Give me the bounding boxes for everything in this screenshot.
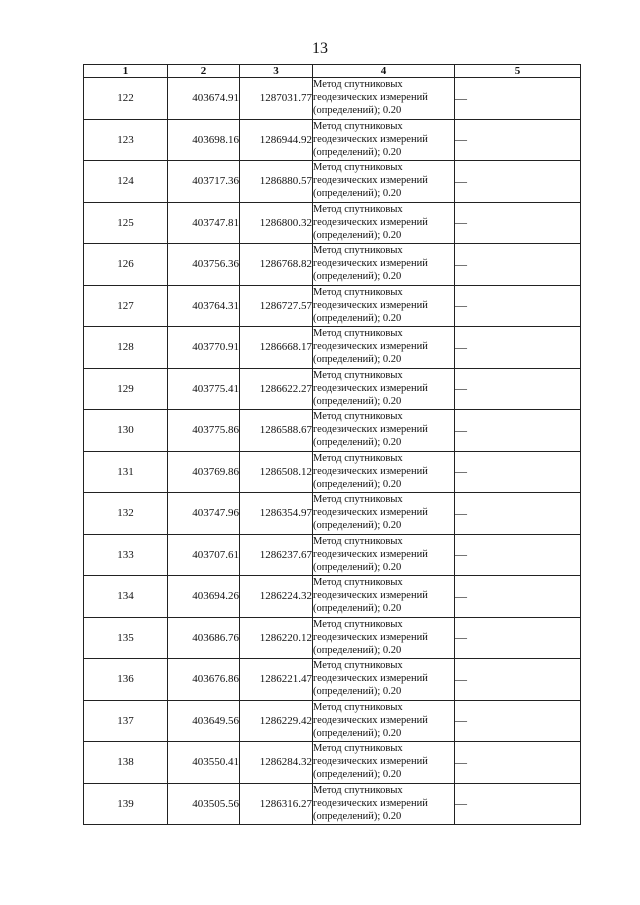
column-header: 4 — [313, 65, 455, 78]
method-line: геодезических измерений — [313, 548, 428, 560]
y-coordinate-cell: 1286284.32 — [240, 742, 313, 784]
method-line: (определений); 0.20 — [313, 354, 402, 365]
method-line: (определений); 0.20 — [313, 437, 402, 448]
note-cell: — — [455, 493, 581, 535]
method-line: (определений); 0.20 — [313, 105, 402, 116]
table-row — [84, 78, 581, 120]
y-coordinate-cell: 1286800.32 — [240, 202, 313, 244]
coordinates-table — [83, 64, 581, 825]
method-line: геодезических измерений — [313, 797, 428, 809]
y-coordinate-cell: 1286221.47 — [240, 659, 313, 701]
method-cell — [313, 742, 455, 784]
x-coordinate-cell: 403550.41 — [168, 742, 240, 784]
method-line: геодезических измерений — [313, 133, 428, 145]
method-line: геодезических измерений — [313, 382, 428, 394]
point-number-cell: 126 — [84, 244, 168, 286]
x-coordinate-cell: 403707.61 — [168, 534, 240, 576]
y-coordinate-cell: 1286224.32 — [240, 576, 313, 618]
method-line: геодезических измерений — [313, 631, 428, 643]
x-coordinate-cell: 403694.26 — [168, 576, 240, 618]
method-line: (определений); 0.20 — [313, 686, 402, 697]
point-number-cell: 139 — [84, 783, 168, 825]
y-coordinate-cell: 1286668.17 — [240, 327, 313, 369]
point-number-cell: 127 — [84, 285, 168, 327]
table-row — [84, 410, 581, 452]
point-number-cell: 132 — [84, 493, 168, 535]
note-cell: — — [455, 534, 581, 576]
y-coordinate-cell: 1286622.27 — [240, 368, 313, 410]
method-cell — [313, 534, 455, 576]
method-line: (определений); 0.20 — [313, 229, 402, 241]
point-number-cell: 137 — [84, 700, 168, 742]
note-cell: — — [455, 783, 581, 825]
y-coordinate-cell: 1286316.27 — [240, 783, 313, 825]
note-cell: — — [455, 285, 581, 327]
y-coordinate-cell: 1286229.42 — [240, 700, 313, 742]
y-coordinate-cell: 1286768.82 — [240, 244, 313, 286]
point-number-cell: 136 — [84, 659, 168, 701]
method-line: Метод спутниковых — [313, 618, 403, 630]
method-line: Метод спутниковых — [313, 701, 403, 713]
column-header: 5 — [455, 65, 581, 78]
y-coordinate-cell: 1286237.67 — [240, 534, 313, 576]
note-cell: — — [455, 161, 581, 203]
point-number-cell: 129 — [84, 368, 168, 410]
note-cell: — — [455, 742, 581, 784]
method-cell — [313, 202, 455, 244]
method-line: Метод спутниковых — [313, 162, 403, 173]
method-line: геодезических измерений — [313, 465, 428, 477]
method-line: геодезических измерений — [313, 714, 428, 726]
point-number-cell: 138 — [84, 742, 168, 784]
method-line: геодезических измерений — [313, 507, 428, 518]
method-line: (определений); 0.20 — [313, 271, 402, 282]
x-coordinate-cell: 403717.36 — [168, 161, 240, 203]
method-line: Метод спутниковых — [313, 120, 403, 132]
table-row — [84, 783, 581, 825]
method-line: геодезических измерений — [313, 341, 428, 352]
method-line: геодезических измерений — [313, 424, 428, 435]
point-number-cell: 124 — [84, 161, 168, 203]
x-coordinate-cell: 403686.76 — [168, 617, 240, 659]
y-coordinate-cell: 1286220.12 — [240, 617, 313, 659]
method-cell — [313, 410, 455, 452]
method-line: геодезических измерений — [313, 673, 428, 684]
table-row — [84, 493, 581, 535]
table-row — [84, 451, 581, 493]
note-cell: — — [455, 368, 581, 410]
x-coordinate-cell: 403698.16 — [168, 119, 240, 161]
table-row — [84, 700, 581, 742]
method-line: Метод спутниковых — [313, 369, 403, 381]
note-cell: — — [455, 410, 581, 452]
method-cell — [313, 700, 455, 742]
method-line: Метод спутниковых — [313, 245, 403, 256]
point-number-cell: 131 — [84, 451, 168, 493]
table-row — [84, 534, 581, 576]
table-row — [84, 617, 581, 659]
method-line: Метод спутниковых — [313, 577, 403, 588]
note-cell: — — [455, 576, 581, 618]
x-coordinate-cell: 403747.96 — [168, 493, 240, 535]
method-line: Метод спутниковых — [313, 535, 403, 547]
x-coordinate-cell: 403764.31 — [168, 285, 240, 327]
note-cell: — — [455, 659, 581, 701]
method-line: Метод спутниковых — [313, 743, 403, 754]
table-row — [84, 161, 581, 203]
method-line: Метод спутниковых — [313, 452, 403, 464]
point-number-cell: 135 — [84, 617, 168, 659]
method-line: Метод спутниковых — [313, 286, 403, 298]
method-line: Метод спутниковых — [313, 411, 403, 422]
method-line: Метод спутниковых — [313, 494, 403, 505]
method-line: (определений); 0.20 — [313, 561, 402, 573]
x-coordinate-cell: 403674.91 — [168, 78, 240, 120]
note-cell: — — [455, 244, 581, 286]
method-line: геодезических измерений — [313, 590, 428, 601]
method-line: Метод спутниковых — [313, 660, 403, 671]
table-row — [84, 368, 581, 410]
method-cell — [313, 368, 455, 410]
note-cell: — — [455, 119, 581, 161]
method-line: (определений); 0.20 — [313, 188, 402, 199]
method-line: геодезических измерений — [313, 258, 428, 269]
note-cell: — — [455, 78, 581, 120]
x-coordinate-cell: 403769.86 — [168, 451, 240, 493]
table-row — [84, 202, 581, 244]
point-number-cell: 130 — [84, 410, 168, 452]
method-cell — [313, 327, 455, 369]
method-cell — [313, 783, 455, 825]
table-row — [84, 576, 581, 618]
method-line: Метод спутниковых — [313, 203, 403, 215]
note-cell: — — [455, 700, 581, 742]
point-number-cell: 125 — [84, 202, 168, 244]
x-coordinate-cell: 403505.56 — [168, 783, 240, 825]
note-cell: — — [455, 327, 581, 369]
table-row — [84, 285, 581, 327]
y-coordinate-cell: 1286354.97 — [240, 493, 313, 535]
method-line: Метод спутниковых — [313, 79, 403, 90]
x-coordinate-cell: 403649.56 — [168, 700, 240, 742]
method-line: (определений); 0.20 — [313, 478, 402, 490]
x-coordinate-cell: 403747.81 — [168, 202, 240, 244]
table-body — [84, 78, 581, 825]
method-line: (определений); 0.20 — [313, 520, 402, 531]
y-coordinate-cell: 1286944.92 — [240, 119, 313, 161]
table-row — [84, 119, 581, 161]
method-cell — [313, 285, 455, 327]
method-cell — [313, 244, 455, 286]
table-row — [84, 244, 581, 286]
method-cell — [313, 617, 455, 659]
method-cell — [313, 78, 455, 120]
column-header: 1 — [84, 65, 168, 78]
method-line: (определений); 0.20 — [313, 146, 402, 158]
method-line: геодезических измерений — [313, 216, 428, 228]
method-line: (определений); 0.20 — [313, 644, 402, 656]
method-line: геодезических измерений — [313, 756, 428, 767]
method-line: Метод спутниковых — [313, 784, 403, 796]
table-row — [84, 659, 581, 701]
point-number-cell: 133 — [84, 534, 168, 576]
point-number-cell: 123 — [84, 119, 168, 161]
note-cell: — — [455, 451, 581, 493]
page-number: 13 — [312, 40, 328, 57]
method-cell — [313, 451, 455, 493]
x-coordinate-cell: 403770.91 — [168, 327, 240, 369]
method-cell — [313, 576, 455, 618]
table-row — [84, 327, 581, 369]
method-cell — [313, 659, 455, 701]
method-line: (определений); 0.20 — [313, 603, 402, 614]
column-header: 3 — [240, 65, 313, 78]
method-line: (определений); 0.20 — [313, 395, 402, 407]
method-cell — [313, 493, 455, 535]
x-coordinate-cell: 403775.41 — [168, 368, 240, 410]
column-header: 2 — [168, 65, 240, 78]
point-number-cell: 134 — [84, 576, 168, 618]
method-line: (определений); 0.20 — [313, 810, 402, 822]
method-line: геодезических измерений — [313, 92, 428, 103]
y-coordinate-cell: 1286588.67 — [240, 410, 313, 452]
method-cell — [313, 119, 455, 161]
x-coordinate-cell: 403775.86 — [168, 410, 240, 452]
header-row — [84, 65, 581, 78]
y-coordinate-cell: 1286880.57 — [240, 161, 313, 203]
x-coordinate-cell: 403676.86 — [168, 659, 240, 701]
method-line: (определений); 0.20 — [313, 769, 402, 780]
y-coordinate-cell: 1286508.12 — [240, 451, 313, 493]
y-coordinate-cell: 1287031.77 — [240, 78, 313, 120]
table-row — [84, 742, 581, 784]
y-coordinate-cell: 1286727.57 — [240, 285, 313, 327]
method-line: Метод спутниковых — [313, 328, 403, 339]
method-cell — [313, 161, 455, 203]
method-line: геодезических измерений — [313, 175, 428, 186]
note-cell: — — [455, 202, 581, 244]
method-line: (определений); 0.20 — [313, 727, 402, 739]
x-coordinate-cell: 403756.36 — [168, 244, 240, 286]
point-number-cell: 122 — [84, 78, 168, 120]
point-number-cell: 128 — [84, 327, 168, 369]
method-line: геодезических измерений — [313, 299, 428, 311]
note-cell: — — [455, 617, 581, 659]
method-line: (определений); 0.20 — [313, 312, 402, 324]
